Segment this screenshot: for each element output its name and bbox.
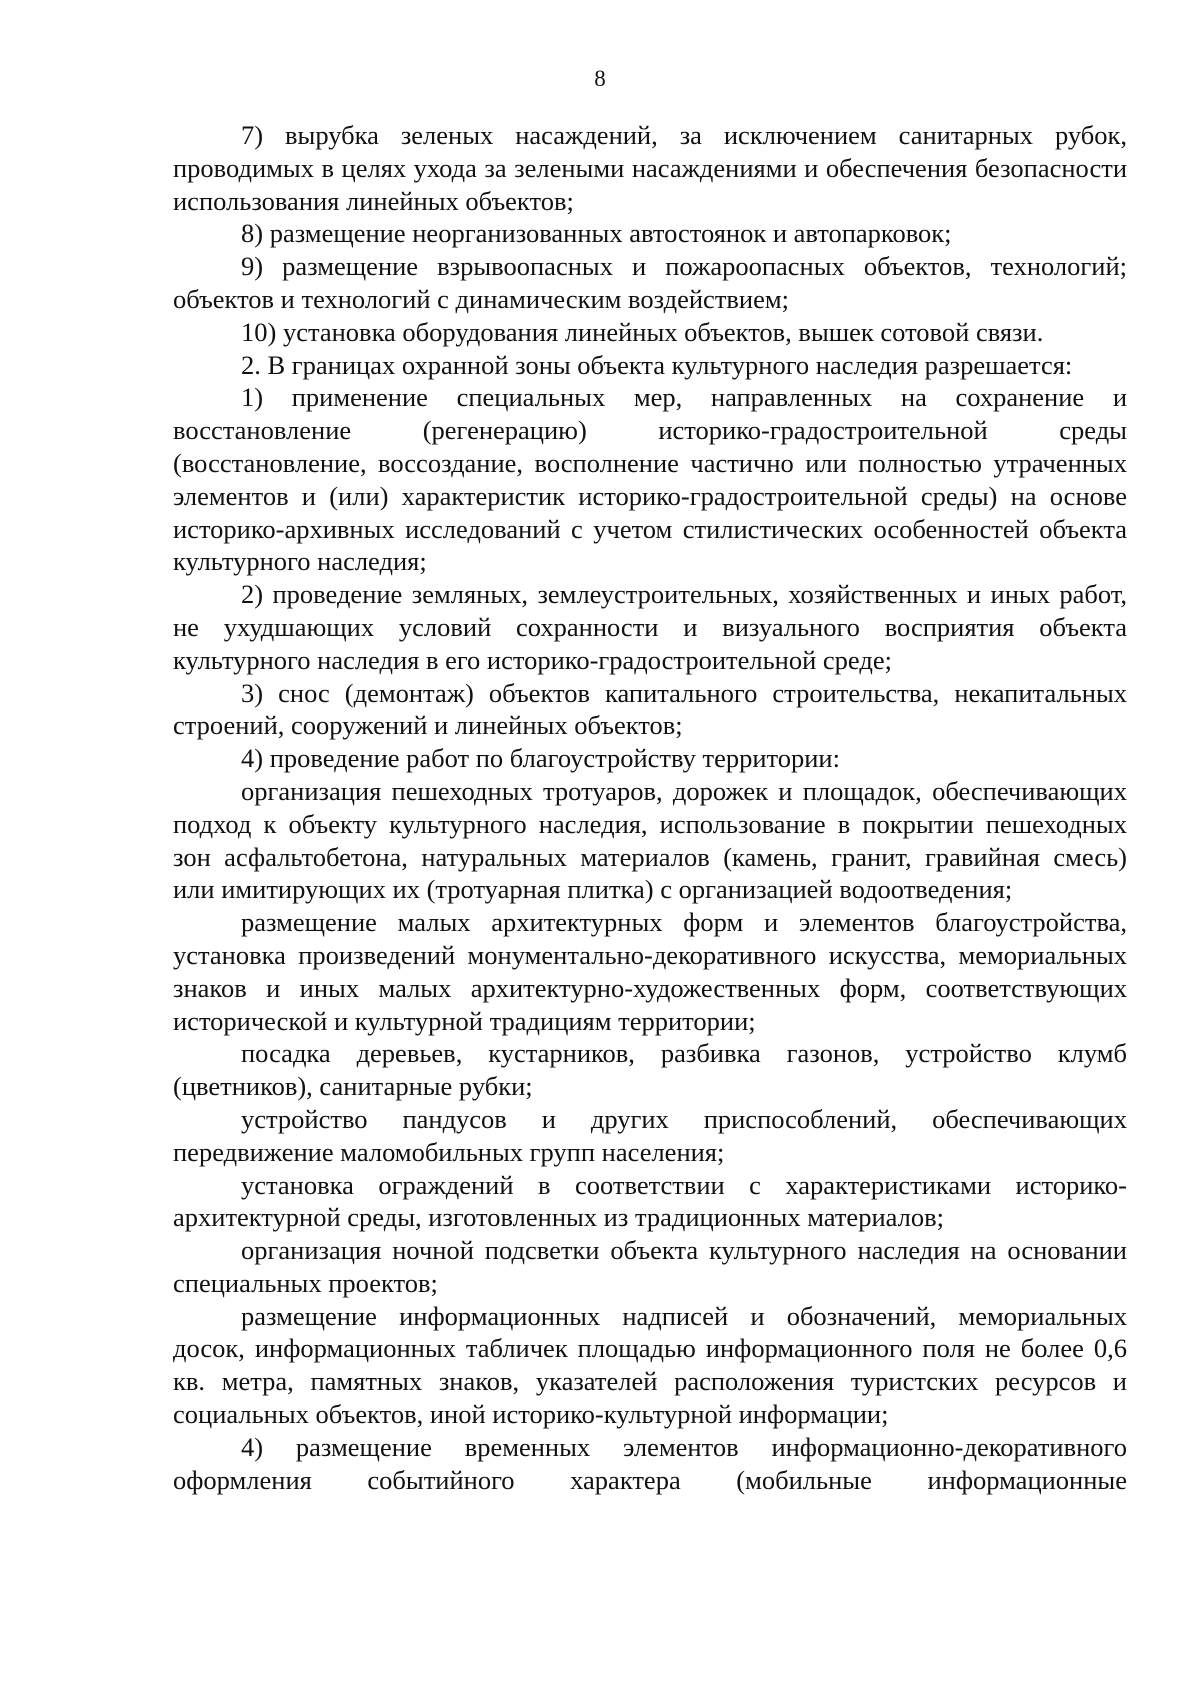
paragraph-permitted-2: 2) проведение земляных, землеустроительных, хозяйственных и иных работ, не ухудшающих условий сохранности и визуального восприятия объекта культурного наследия в его историко-градостроительной среде;	[173, 579, 1127, 675]
paragraph-small-forms: размещение малых архитектурных форм и элементов благоустройства, установка произведений монументально-декоративного искусства, мемориальных знаков и иных малых архитектурно-художественных форм, соответствующих исторической и культурной традициям территории;	[173, 907, 1127, 1036]
page-number: 8	[594, 66, 606, 91]
paragraph-planting: посадка деревьев, кустарников, разбивка газонов, устройство клумб (цветников), санитарные рубки;	[173, 1038, 1127, 1102]
paragraph-item-7: 7) вырубка зеленых насаждений, за исключением санитарных рубок, проводимых в целях ухода за зелеными насаждениями и обеспечения безопасности использования линейных объектов;	[173, 120, 1127, 216]
paragraph-permitted-3: 3) снос (демонтаж) объектов капитального строительства, некапитальных строений, сооружений и линейных объектов;	[173, 677, 1127, 741]
paragraph-fences: установка ограждений в соответствии с характеристиками историко-архитектурной среды, изготовленных из традиционных материалов;	[173, 1169, 1127, 1233]
paragraph-permitted-1: 1) применение специальных мер, направленных на сохранение и восстановление (регенерацию) историко-градостроительной среды (восстановление, воссоздание, восполнение частично или полностью утраченных элементов и (или) характеристик историко-градостроительной среды) на основе историко-архивных исследований с учетом стилистических особенностей объекта культурного наследия;	[173, 382, 1127, 577]
paragraph-item-10: 10) установка оборудования линейных объектов, вышек сотовой связи.	[241, 316, 1044, 347]
paragraph-ramps: устройство пандусов и других приспособлений, обеспечивающих передвижение маломобильных групп населения;	[173, 1103, 1127, 1167]
paragraph-info-signs: размещение информационных надписей и обозначений, мемориальных досок, информационных табличек площадью информационного поля не более 0,6 кв. метра, памятных знаков, указателей расположения туристских ресурсов и социальных объектов, иной историко-культурной информации;	[173, 1300, 1127, 1430]
paragraph-temporary-elements: 4) размещение временных элементов информационно-декоративного оформления событийного характера (мобильные информационные	[173, 1431, 1127, 1495]
paragraph-item-8: 8) размещение неорганизованных автостоянок и автопарковок;	[241, 218, 952, 249]
document-body	[173, 119, 1127, 1496]
paragraph-item-9: 9) размещение взрывоопасных и пожароопасных объектов, технологий; объектов и технологий с динамическим воздействием;	[173, 251, 1127, 314]
paragraph-sidewalks: организация пешеходных тротуаров, дорожек и площадок, обеспечивающих подход к объекту культурного наследия, использование в покрытии пешеходных зон асфальтобетона, натуральных материалов (камень, гранит, гравийная смесь) или имитирующих их (тротуарная плитка) с организацией водоотведения;	[173, 775, 1127, 905]
paragraph-section-2: 2. В границах охранной зоны объекта культурного наследия разрешается:	[241, 349, 1073, 380]
paragraph-lighting: организация ночной подсветки объекта культурного наследия на основании специальных проектов;	[173, 1235, 1127, 1298]
paragraph-permitted-4: 4) проведение работ по благоустройству территории:	[241, 743, 840, 774]
